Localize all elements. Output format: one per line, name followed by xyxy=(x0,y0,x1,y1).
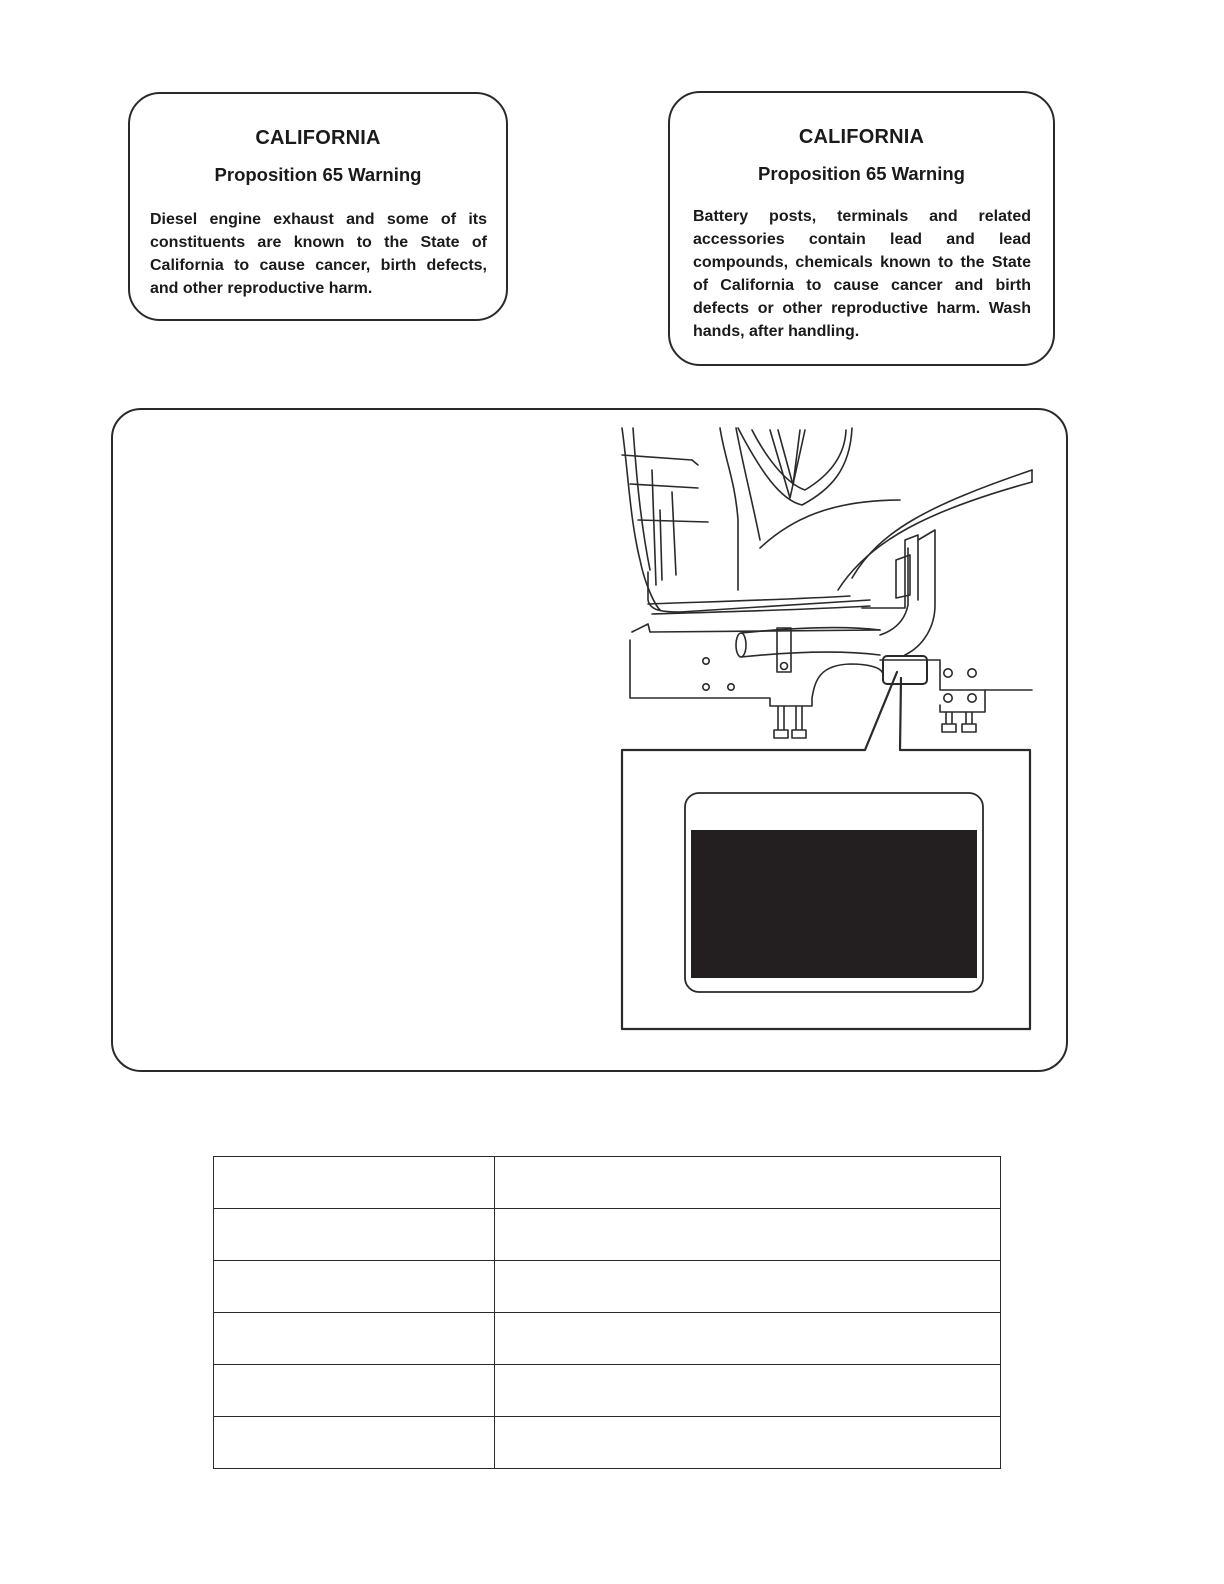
table-cell-value xyxy=(495,1209,1001,1261)
table-cell-label xyxy=(214,1417,495,1469)
table-row xyxy=(214,1157,1001,1209)
table-cell-value xyxy=(495,1313,1001,1365)
table-cell-value xyxy=(495,1417,1001,1469)
decal-location-panel xyxy=(111,408,1068,1072)
diesel-label-body: Diesel engine exhaust and some of its constituents are known to the State of California to cause cancer, birth defects, and other reproductive harm. xyxy=(150,211,487,297)
table-cell-label xyxy=(214,1209,495,1261)
table-cell-value xyxy=(495,1157,1001,1209)
table-row xyxy=(214,1313,1001,1365)
table-cell-label xyxy=(214,1313,495,1365)
table-cell-label xyxy=(214,1261,495,1313)
table-cell-value xyxy=(495,1365,1001,1417)
diesel-label-subtitle: Proposition 65 Warning xyxy=(214,164,422,185)
diesel-warning-label xyxy=(128,92,508,321)
table-row xyxy=(214,1261,1001,1313)
table-cell-label xyxy=(214,1365,495,1417)
battery-label-subtitle: Proposition 65 Warning xyxy=(758,163,965,184)
diesel-label-title: CALIFORNIA xyxy=(255,127,381,149)
table-cell-label xyxy=(214,1157,495,1209)
spec-table xyxy=(213,1156,1001,1469)
battery-warning-label xyxy=(668,91,1055,366)
battery-label-title: CALIFORNIA xyxy=(798,126,925,148)
table-cell-value xyxy=(495,1261,1001,1313)
table-row xyxy=(214,1417,1001,1469)
table-row xyxy=(214,1209,1001,1261)
table-row xyxy=(214,1365,1001,1417)
battery-label-body: Battery posts, terminals and related accessories contain lead and lead compounds, chemicals known to the State of California to cause cancer and birth defects or other reproductive harm. Wash hands, after handling. xyxy=(693,208,1031,340)
